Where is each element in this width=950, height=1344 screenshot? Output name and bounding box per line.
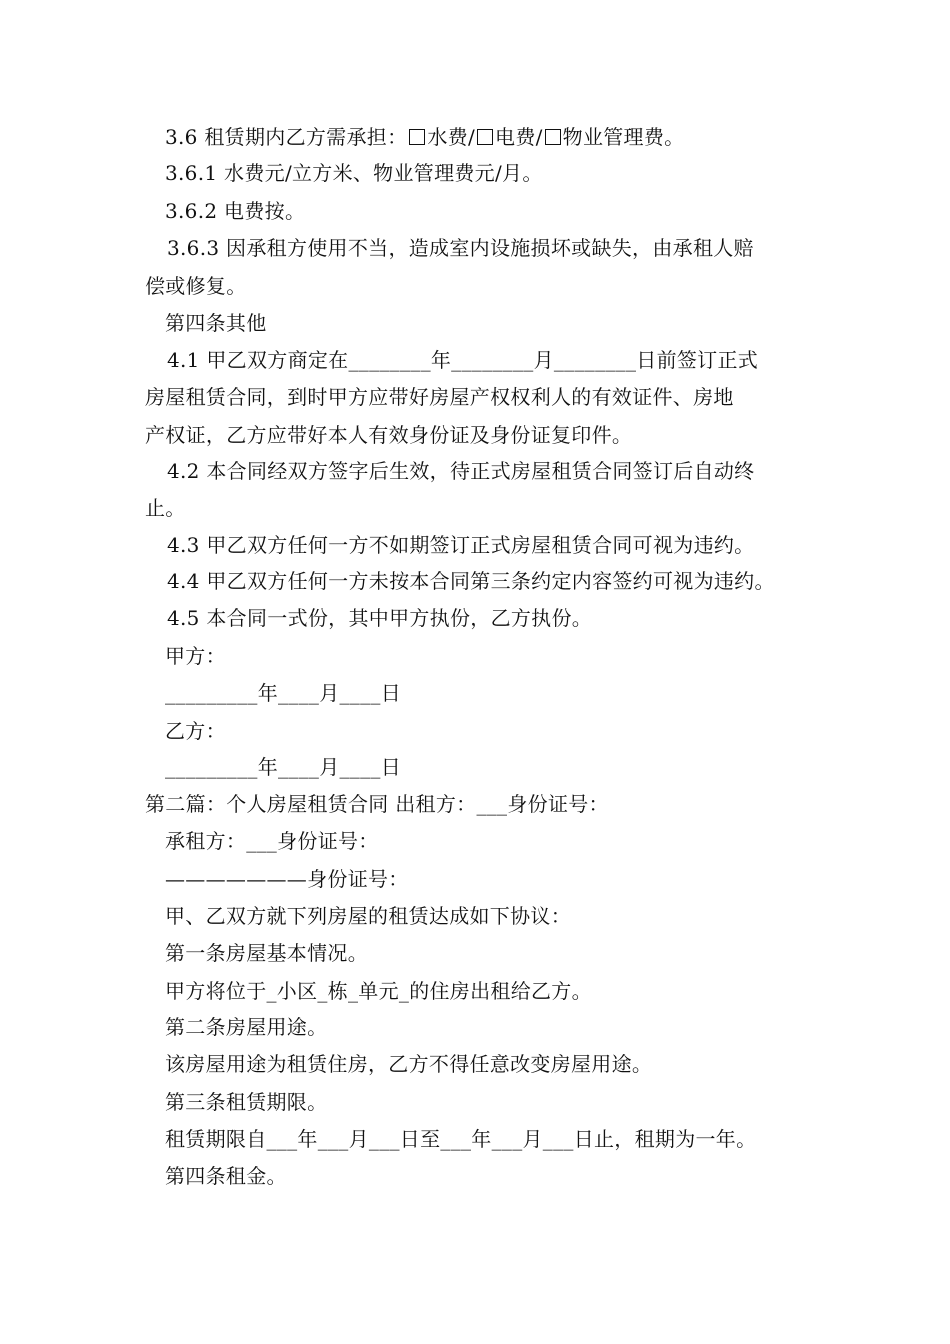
lessee-line: 承租方：___身份证号： [165, 829, 379, 853]
article-4b-heading: 第四条租金。 [165, 1164, 287, 1188]
party-b-label: 乙方： [165, 719, 226, 743]
clause-3-6-text: 3.6 租赁期内乙方需承担： [165, 125, 408, 149]
electricity-fee-label: 电费/ [495, 125, 543, 149]
clause-4-2: 4.2 本合同经双方签字后生效，待正式房屋租赁合同签订后自动终 [167, 459, 755, 483]
clause-4-1-cont1: 房屋租赁合同，到时甲方应带好房屋产权权利人的有效证件、房地 [145, 385, 734, 409]
article-1-body: 甲方将位于_小区_栋_单元_的住房出租给乙方。 [165, 979, 592, 1003]
checkbox-water-icon [409, 129, 425, 145]
property-fee-label: 物业管理费。 [562, 125, 685, 149]
party-a-date: _________年____月____日 [165, 681, 401, 705]
water-fee-label: 水费/ [427, 125, 476, 149]
article-3-body: 租赁期限自___年___月___日至___年___月___日止，租期为一年。 [165, 1127, 757, 1151]
clause-4-3: 4.3 甲乙双方任何一方不如期签订正式房屋租赁合同可视为违约。 [167, 533, 755, 557]
agreement-intro: 甲、乙双方就下列房屋的租赁达成如下协议： [165, 904, 571, 928]
clause-3-6-2: 3.6.2 电费按。 [165, 199, 306, 223]
article-2-heading: 第二条房屋用途。 [165, 1015, 328, 1039]
checkbox-property-icon [545, 129, 561, 145]
clause-4-4: 4.4 甲乙双方任何一方未按本合同第三条约定内容签约可视为违约。 [167, 569, 775, 593]
checkbox-electricity-icon [477, 129, 493, 145]
clause-3-6-1: 3.6.1 水费元/立方米、物业管理费元/月。 [165, 161, 543, 185]
clause-4-1-cont2: 产权证，乙方应带好本人有效身份证及身份证复印件。 [145, 423, 633, 447]
article-2-body: 该房屋用途为租赁住房，乙方不得任意改变房屋用途。 [165, 1052, 653, 1076]
article-3-heading: 第三条租赁期限。 [165, 1090, 328, 1114]
clause-3-6-3: 3.6.3 因承租方使用不当，造成室内设施损坏或缺失，由承租人赔 [167, 236, 754, 260]
article-1-heading: 第一条房屋基本情况。 [165, 941, 368, 965]
party-b-date: _________年____月____日 [165, 755, 401, 779]
part-two-heading: 第二篇：个人房屋租赁合同 出租方：___身份证号： [145, 792, 609, 816]
clause-4-2-cont: 止。 [145, 496, 186, 520]
clause-4-1: 4.1 甲乙双方商定在________年________月________日前签订正式 [167, 348, 759, 372]
clause-4-5: 4.5 本合同一式份，其中甲方执份，乙方执份。 [167, 606, 593, 630]
party-a-label: 甲方： [165, 644, 226, 668]
article-4-heading: 第四条其他 [165, 311, 267, 335]
clause-3-6 [165, 124, 835, 150]
id-line: ———————身份证号： [165, 867, 409, 891]
clause-3-6-3-cont: 偿或修复。 [145, 274, 247, 298]
